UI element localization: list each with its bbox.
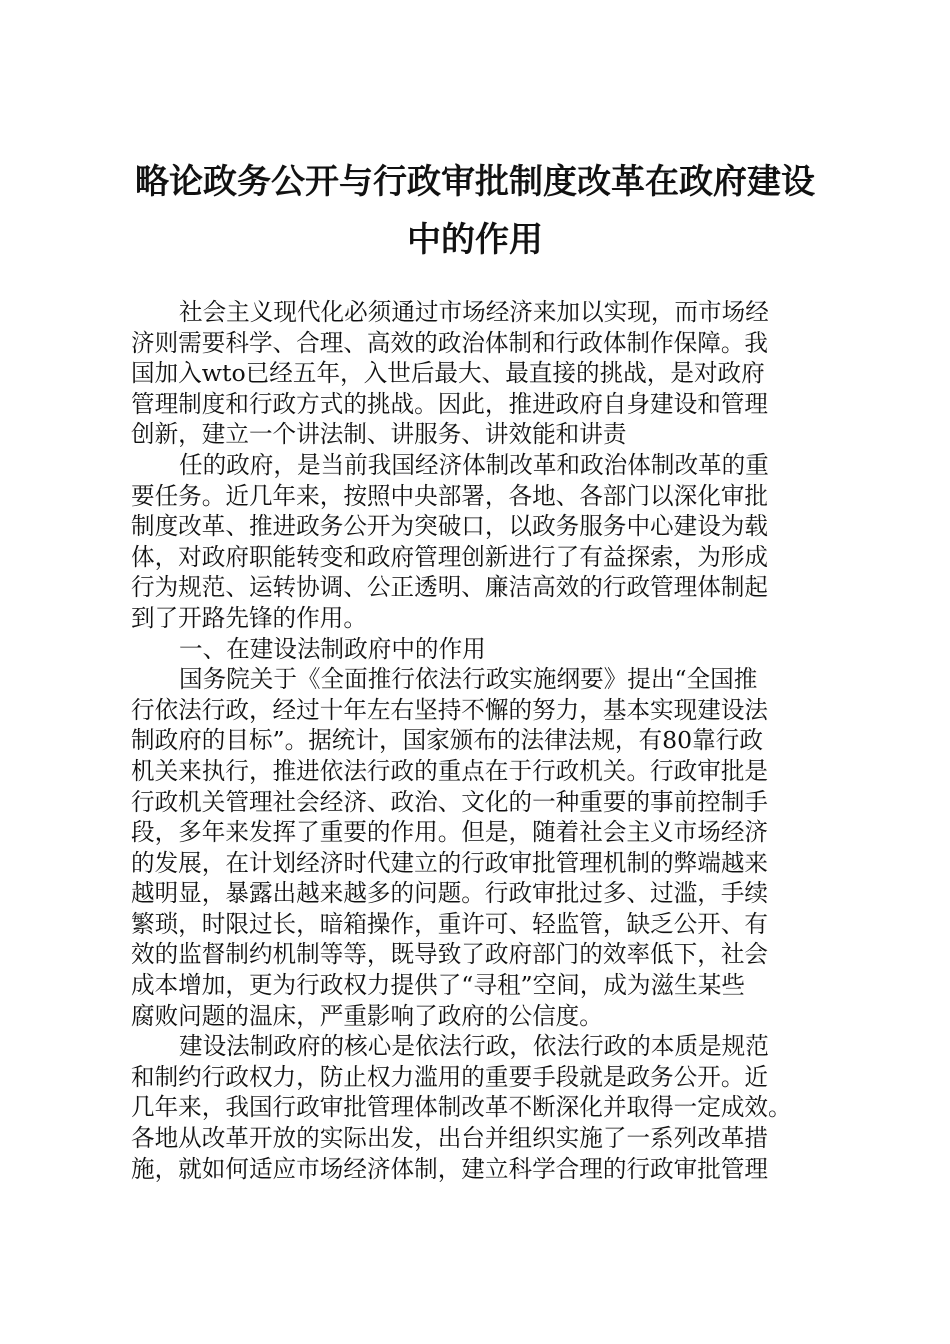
body-line: 到了开路先锋的作用。 bbox=[131, 603, 367, 632]
section-heading: 一、在建设法制政府中的作用 bbox=[179, 634, 486, 663]
body-line: 各地从改革开放的实际出发，出台并组织实施了一系列改革措 bbox=[131, 1124, 769, 1153]
body-line: 效的监督制约机制等等，既导致了政府部门的效率低下，社会 bbox=[131, 940, 769, 969]
body-line: 行为规范、运转协调、公正透明、廉洁高效的行政管理体制起 bbox=[131, 573, 769, 602]
body-line: 国加入wto已经五年，入世后最大、最直接的挑战，是对政府 bbox=[131, 359, 765, 388]
body-line: 施，就如何适应市场经济体制，建立科学合理的行政审批管理 bbox=[131, 1154, 769, 1183]
body-line: 机关来执行，推进依法行政的重点在于行政机关。行政审批是 bbox=[131, 756, 769, 785]
body-line: 越明显，暴露出越来越多的问题。行政审批过多、过滥，手续 bbox=[131, 879, 769, 908]
body-line: 建设法制政府的核心是依法行政，依法行政的本质是规范 bbox=[179, 1032, 769, 1061]
body-line: 段，多年来发挥了重要的作用。但是，随着社会主义市场经济 bbox=[131, 818, 769, 847]
body-line: 国务院关于《全面推行依法行政实施纲要》提出“全国推 bbox=[179, 665, 758, 694]
body-line: 创新，建立一个讲法制、讲服务、讲效能和讲责 bbox=[131, 420, 627, 449]
document-title-line-2: 中的作用 bbox=[407, 220, 543, 260]
body-line: 成本增加，更为行政权力提供了“寻租”空间，成为滋生某些 bbox=[131, 971, 745, 1000]
body-line: 制度改革、推进政务公开为突破口，以政务服务中心建设为载 bbox=[131, 512, 769, 541]
body-line: 的发展，在计划经济时代建立的行政审批管理机制的弊端越来 bbox=[131, 848, 769, 877]
body-line: 要任务。近几年来，按照中央部署，各地、各部门以深化审批 bbox=[131, 481, 769, 510]
body-line: 繁琐，时限过长，暗箱操作，重许可、轻监管，缺乏公开、有 bbox=[131, 909, 769, 938]
body-line: 管理制度和行政方式的挑战。因此，推进政府自身建设和管理 bbox=[131, 389, 769, 418]
body-line: 体，对政府职能转变和政府管理创新进行了有益探索，为形成 bbox=[131, 542, 769, 571]
document-body bbox=[131, 297, 851, 1184]
body-line: 社会主义现代化必须通过市场经济来加以实现，而市场经 bbox=[179, 298, 769, 326]
body-line: 和制约行政权力，防止权力滥用的重要手段就是政务公开。近 bbox=[131, 1062, 769, 1091]
body-line: 几年来，我国行政审批管理体制改革不断深化并取得一定成效。 bbox=[131, 1093, 792, 1122]
body-line: 行政机关管理社会经济、政治、文化的一种重要的事前控制手 bbox=[131, 787, 769, 816]
body-line: 任的政府，是当前我国经济体制改革和政治体制改革的重 bbox=[179, 450, 769, 479]
body-line: 制政府的目标”。据统计，国家颁布的法律法规，有80靠行政 bbox=[131, 726, 763, 755]
body-line: 行依法行政，经过十年左右坚持不懈的努力，基本实现建设法 bbox=[131, 695, 769, 724]
body-line: 腐败问题的温床，严重影响了政府的公信度。 bbox=[131, 1001, 603, 1030]
body-line: 济则需要科学、合理、高效的政治体制和行政体制作保障。我 bbox=[131, 328, 769, 357]
document-title-line-1: 略论政务公开与行政审批制度改革在政府建设 bbox=[135, 162, 815, 202]
